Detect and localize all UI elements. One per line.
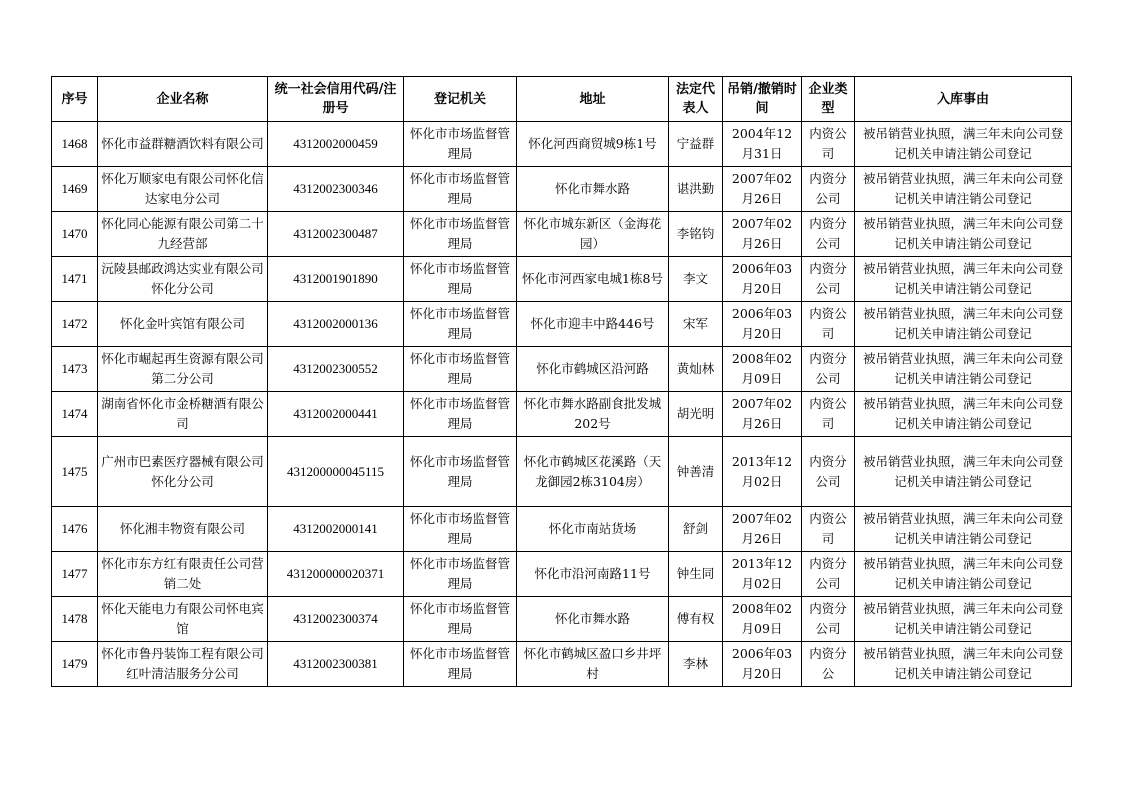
header-name: 企业名称 — [98, 77, 268, 122]
cell-seq: 1475 — [52, 437, 98, 507]
cell-address: 怀化市舞水路副食批发城202号 — [517, 392, 669, 437]
cell-reason: 被吊销营业执照，满三年未向公司登记机关申请注销公司登记 — [855, 392, 1072, 437]
cell-name: 广州市巴素医疗器械有限公司怀化分公司 — [98, 437, 268, 507]
cell-address: 怀化市迎丰中路446号 — [517, 302, 669, 347]
cell-reason: 被吊销营业执照，满三年未向公司登记机关申请注销公司登记 — [855, 167, 1072, 212]
cell-revoke-date: 2007年02月26日 — [723, 212, 802, 257]
cell-rep: 黄灿林 — [669, 347, 723, 392]
cell-seq: 1478 — [52, 597, 98, 642]
cell-seq: 1474 — [52, 392, 98, 437]
cell-reason: 被吊销营业执照，满三年未向公司登记机关申请注销公司登记 — [855, 507, 1072, 552]
cell-authority: 怀化市市场监督管理局 — [404, 167, 517, 212]
cell-code: 4312002300381 — [268, 642, 404, 687]
cell-code: 4312002000441 — [268, 392, 404, 437]
cell-reason: 被吊销营业执照，满三年未向公司登记机关申请注销公司登记 — [855, 347, 1072, 392]
table-row — [52, 167, 1072, 212]
cell-rep: 谌洪勤 — [669, 167, 723, 212]
table-row — [52, 392, 1072, 437]
cell-type: 内资分公司 — [802, 552, 855, 597]
cell-reason: 被吊销营业执照，满三年未向公司登记机关申请注销公司登记 — [855, 437, 1072, 507]
table-row — [52, 642, 1072, 687]
header-revoke-date: 吊销/撤销时间 — [723, 77, 802, 122]
cell-rep: 宁益群 — [669, 122, 723, 167]
cell-revoke-date: 2013年12月02日 — [723, 437, 802, 507]
cell-revoke-date: 2007年02月26日 — [723, 167, 802, 212]
cell-authority: 怀化市市场监督管理局 — [404, 347, 517, 392]
cell-rep: 李文 — [669, 257, 723, 302]
cell-seq: 1471 — [52, 257, 98, 302]
cell-type: 内资分公司 — [802, 437, 855, 507]
cell-rep: 李铭钧 — [669, 212, 723, 257]
cell-address: 怀化市舞水路 — [517, 597, 669, 642]
cell-name: 怀化天能电力有限公司怀电宾馆 — [98, 597, 268, 642]
cell-name: 怀化市东方红有限责任公司营销二处 — [98, 552, 268, 597]
cell-type: 内资公司 — [802, 392, 855, 437]
cell-code: 431200000020371 — [268, 552, 404, 597]
cell-name: 怀化万顺家电有限公司怀化信达家电分公司 — [98, 167, 268, 212]
cell-reason: 被吊销营业执照，满三年未向公司登记机关申请注销公司登记 — [855, 122, 1072, 167]
cell-name: 湖南省怀化市金桥糖酒有限公司 — [98, 392, 268, 437]
cell-reason: 被吊销营业执照，满三年未向公司登记机关申请注销公司登记 — [855, 597, 1072, 642]
cell-name: 怀化市崛起再生资源有限公司第二分公司 — [98, 347, 268, 392]
cell-type: 内资分公司 — [802, 212, 855, 257]
cell-name: 怀化湘丰物资有限公司 — [98, 507, 268, 552]
cell-authority: 怀化市市场监督管理局 — [404, 257, 517, 302]
header-type: 企业类型 — [802, 77, 855, 122]
cell-revoke-date: 2006年03月20日 — [723, 257, 802, 302]
cell-authority: 怀化市市场监督管理局 — [404, 507, 517, 552]
cell-name: 怀化金叶宾馆有限公司 — [98, 302, 268, 347]
cell-revoke-date: 2006年03月20日 — [723, 642, 802, 687]
cell-authority: 怀化市市场监督管理局 — [404, 392, 517, 437]
cell-reason: 被吊销营业执照，满三年未向公司登记机关申请注销公司登记 — [855, 552, 1072, 597]
revoked-enterprises-table — [51, 76, 1072, 687]
cell-type: 内资分公司 — [802, 347, 855, 392]
cell-reason: 被吊销营业执照，满三年未向公司登记机关申请注销公司登记 — [855, 257, 1072, 302]
cell-type: 内资分公司 — [802, 597, 855, 642]
cell-type: 内资公司 — [802, 302, 855, 347]
cell-code: 4312002300374 — [268, 597, 404, 642]
cell-rep: 钟善清 — [669, 437, 723, 507]
cell-name: 怀化市鲁丹装饰工程有限公司红叶清洁服务分公司 — [98, 642, 268, 687]
cell-code: 4312002000136 — [268, 302, 404, 347]
cell-seq: 1468 — [52, 122, 98, 167]
cell-authority: 怀化市市场监督管理局 — [404, 212, 517, 257]
cell-code: 4312002000459 — [268, 122, 404, 167]
table-row — [52, 437, 1072, 507]
cell-rep: 傅有权 — [669, 597, 723, 642]
cell-revoke-date: 2006年03月20日 — [723, 302, 802, 347]
cell-code: 4312002000141 — [268, 507, 404, 552]
cell-code: 431200000045115 — [268, 437, 404, 507]
cell-code: 4312002300487 — [268, 212, 404, 257]
cell-address: 怀化市南站货场 — [517, 507, 669, 552]
cell-reason: 被吊销营业执照，满三年未向公司登记机关申请注销公司登记 — [855, 642, 1072, 687]
cell-authority: 怀化市市场监督管理局 — [404, 642, 517, 687]
table-row — [52, 122, 1072, 167]
cell-revoke-date: 2008年02月09日 — [723, 347, 802, 392]
cell-address: 怀化市鹤城区沿河路 — [517, 347, 669, 392]
cell-rep: 钟生同 — [669, 552, 723, 597]
table-row — [52, 302, 1072, 347]
table-row — [52, 597, 1072, 642]
cell-code: 4312002300346 — [268, 167, 404, 212]
cell-authority: 怀化市市场监督管理局 — [404, 302, 517, 347]
cell-revoke-date: 2004年12月31日 — [723, 122, 802, 167]
cell-authority: 怀化市市场监督管理局 — [404, 552, 517, 597]
header-seq: 序号 — [52, 77, 98, 122]
cell-code: 4312001901890 — [268, 257, 404, 302]
cell-rep: 舒剑 — [669, 507, 723, 552]
table-row — [52, 507, 1072, 552]
cell-seq: 1469 — [52, 167, 98, 212]
cell-rep: 李林 — [669, 642, 723, 687]
cell-seq: 1477 — [52, 552, 98, 597]
cell-authority: 怀化市市场监督管理局 — [404, 597, 517, 642]
cell-code: 4312002300552 — [268, 347, 404, 392]
cell-name: 怀化市益群糖酒饮料有限公司 — [98, 122, 268, 167]
table-row — [52, 347, 1072, 392]
cell-revoke-date: 2013年12月02日 — [723, 552, 802, 597]
cell-address: 怀化市鹤城区盈口乡井坪村 — [517, 642, 669, 687]
cell-address: 怀化市鹤城区花溪路（天龙御园2栋3104房） — [517, 437, 669, 507]
cell-authority: 怀化市市场监督管理局 — [404, 437, 517, 507]
table-row — [52, 552, 1072, 597]
cell-seq: 1476 — [52, 507, 98, 552]
cell-type: 内资分公 — [802, 642, 855, 687]
table-row — [52, 257, 1072, 302]
table-header-row — [52, 77, 1072, 122]
header-reason: 入库事由 — [855, 77, 1072, 122]
cell-name: 怀化同心能源有限公司第二十九经营部 — [98, 212, 268, 257]
cell-address: 怀化市沿河南路11号 — [517, 552, 669, 597]
table-row — [52, 212, 1072, 257]
cell-seq: 1470 — [52, 212, 98, 257]
cell-reason: 被吊销营业执照，满三年未向公司登记机关申请注销公司登记 — [855, 302, 1072, 347]
header-address: 地址 — [517, 77, 669, 122]
cell-seq: 1473 — [52, 347, 98, 392]
cell-name: 沅陵县邮政鸿达实业有限公司怀化分公司 — [98, 257, 268, 302]
cell-address: 怀化市河西家电城1栋8号 — [517, 257, 669, 302]
cell-rep: 宋军 — [669, 302, 723, 347]
cell-address: 怀化河西商贸城9栋1号 — [517, 122, 669, 167]
cell-address: 怀化市舞水路 — [517, 167, 669, 212]
cell-type: 内资公司 — [802, 122, 855, 167]
cell-address: 怀化市城东新区（金海花园） — [517, 212, 669, 257]
cell-seq: 1472 — [52, 302, 98, 347]
cell-type: 内资公司 — [802, 507, 855, 552]
cell-rep: 胡光明 — [669, 392, 723, 437]
header-code: 统一社会信用代码/注册号 — [268, 77, 404, 122]
header-authority: 登记机关 — [404, 77, 517, 122]
cell-revoke-date: 2007年02月26日 — [723, 507, 802, 552]
cell-revoke-date: 2007年02月26日 — [723, 392, 802, 437]
cell-reason: 被吊销营业执照，满三年未向公司登记机关申请注销公司登记 — [855, 212, 1072, 257]
cell-authority: 怀化市市场监督管理局 — [404, 122, 517, 167]
header-rep: 法定代表人 — [669, 77, 723, 122]
cell-revoke-date: 2008年02月09日 — [723, 597, 802, 642]
cell-seq: 1479 — [52, 642, 98, 687]
cell-type: 内资分公司 — [802, 167, 855, 212]
cell-type: 内资分公司 — [802, 257, 855, 302]
